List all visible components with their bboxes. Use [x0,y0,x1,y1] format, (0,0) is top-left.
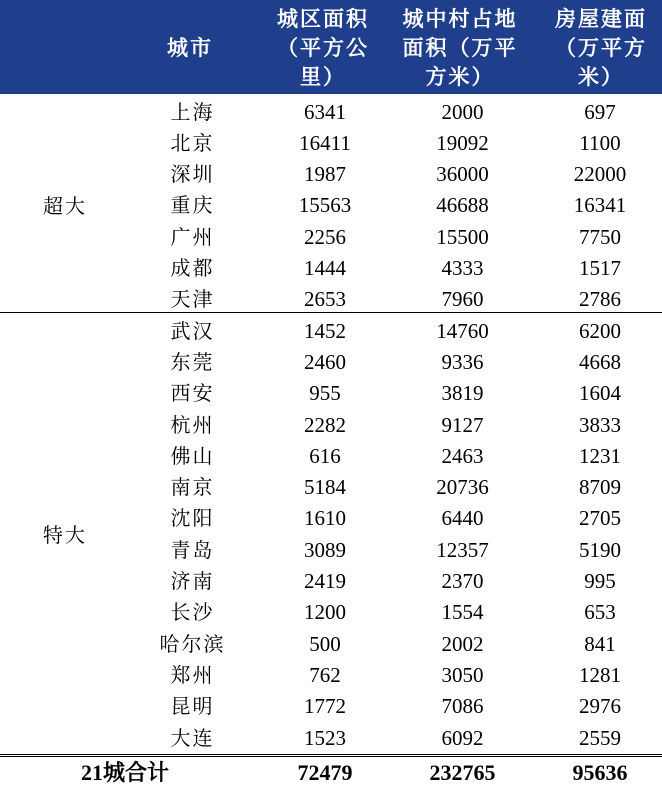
city-cell: 上海 [170,99,215,124]
building-area-cell: 4668 [579,349,621,374]
table-row [0,347,662,378]
city-cell: 长沙 [170,600,215,625]
city-cell: 大连 [170,725,215,750]
urban-area-cell: 15563 [298,193,352,218]
group-label: 超大 [43,194,87,219]
city-cell: 成都 [170,256,215,280]
village-area-cell: 15500 [436,224,489,249]
urban-area-cell: 762 [309,662,341,687]
city-cell: 重庆 [170,193,215,218]
building-area-cell: 1231 [579,443,621,468]
urban-area-cell: 955 [309,381,341,406]
village-area-cell: 6440 [441,506,484,531]
city-cell: 昆明 [170,694,215,719]
building-area-cell: 1281 [579,662,621,687]
building-area-cell: 1604 [579,381,621,406]
header-building-area: 房屋建面 （万平方 米） [555,6,647,89]
village-area-cell: 20736 [436,475,489,500]
village-area-cell: 9336 [441,349,484,374]
table-row [0,566,662,597]
table-row [0,723,662,754]
city-cell: 沈阳 [170,506,215,531]
city-cell: 广州 [170,224,215,249]
table-row [0,378,662,409]
urban-area-cell: 1610 [304,506,346,531]
urban-area-cell: 616 [309,443,341,468]
urban-area-cell: 2653 [304,287,346,312]
city-cell: 北京 [170,130,215,155]
village-area-cell: 9127 [441,412,484,437]
city-cell: 郑州 [170,662,215,687]
building-area-cell: 16341 [573,193,627,218]
urban-area-cell: 6341 [304,99,346,124]
total-urban-area: 72479 [297,760,353,785]
village-area-cell: 2002 [441,631,484,656]
table-row [0,222,662,253]
city-cell: 青岛 [170,537,215,562]
group-divider [0,312,662,313]
city-cell: 佛山 [170,443,215,468]
building-area-cell: 2786 [579,287,621,312]
city-cell: 济南 [170,569,215,593]
table-row [0,660,662,691]
total-village-area: 232765 [429,760,496,785]
urban-area-cell: 500 [309,631,341,656]
urban-area-cell: 1200 [304,600,346,625]
header-village-area: 城中村占地 面积（万平 方米） [402,6,518,89]
urban-area-cell: 2256 [304,224,346,249]
urban-area-cell: 1987 [304,162,346,187]
village-area-cell: 2000 [441,99,484,124]
table-row [0,284,662,315]
city-cell: 深圳 [170,162,215,187]
table-row [0,597,662,628]
village-area-cell: 12357 [436,537,489,562]
city-cell: 南京 [170,475,215,500]
village-area-cell: 3819 [441,381,484,406]
building-area-cell: 697 [584,99,616,124]
table-row [0,316,662,347]
table-row [0,691,662,722]
total-label: 21城合计 [80,760,169,785]
urban-area-cell: 5184 [304,475,346,500]
village-area-cell: 2463 [441,443,484,468]
header-city: 城市 [167,35,213,60]
building-area-cell: 653 [584,600,616,625]
header-urban-area: 城区面积 （平方公 里） [277,6,369,89]
urban-area-cell: 1772 [304,694,346,719]
building-area-cell: 1100 [579,130,621,155]
city-cell: 天津 [170,287,215,312]
group-label: 特大 [43,522,87,547]
urban-area-cell: 1523 [304,725,346,750]
total-row [0,757,662,788]
building-area-cell: 5190 [579,537,621,562]
city-cell: 东莞 [170,349,215,374]
building-area-cell: 995 [584,569,616,593]
city-cell: 杭州 [170,412,215,437]
village-area-cell: 19092 [436,130,489,155]
urban-area-cell: 2419 [304,569,346,593]
table-row [0,97,662,128]
village-area-cell: 6092 [441,725,484,750]
table-row [0,441,662,472]
city-cell: 哈尔滨 [159,631,226,656]
village-area-cell: 7960 [441,287,484,312]
village-area-cell: 46688 [436,193,489,218]
building-area-cell: 2705 [579,506,621,531]
urban-area-cell: 2282 [304,412,346,437]
village-area-cell: 36000 [436,162,489,187]
building-area-cell: 8709 [579,475,621,500]
building-area-cell: 7750 [579,224,621,249]
city-cell: 武汉 [170,318,215,343]
building-area-cell: 1517 [579,256,621,280]
village-area-cell: 2370 [441,569,484,593]
urban-area-cell: 3089 [304,537,346,562]
building-area-cell: 841 [584,631,616,656]
village-area-cell: 4333 [441,256,484,280]
building-area-cell: 2559 [579,725,621,750]
village-area-cell: 3050 [441,662,484,687]
urban-area-cell: 2460 [304,349,346,374]
village-area-cell: 14760 [436,318,489,343]
building-area-cell: 22000 [573,162,627,187]
total-divider-top [0,754,662,755]
table-row [0,410,662,441]
table-row [0,629,662,660]
urban-area-cell: 16411 [299,130,351,155]
table-header [0,0,662,94]
urban-area-cell: 1452 [304,318,346,343]
table-row [0,472,662,503]
table-row [0,253,662,284]
table-row [0,128,662,159]
table-row [0,159,662,190]
city-cell: 西安 [170,381,215,406]
building-area-cell: 6200 [579,318,621,343]
urban-area-cell: 1444 [304,256,346,280]
village-area-cell: 1554 [441,600,484,625]
building-area-cell: 2976 [579,694,621,719]
total-building-area: 95636 [572,760,628,785]
village-area-cell: 7086 [441,694,484,719]
building-area-cell: 3833 [579,412,621,437]
